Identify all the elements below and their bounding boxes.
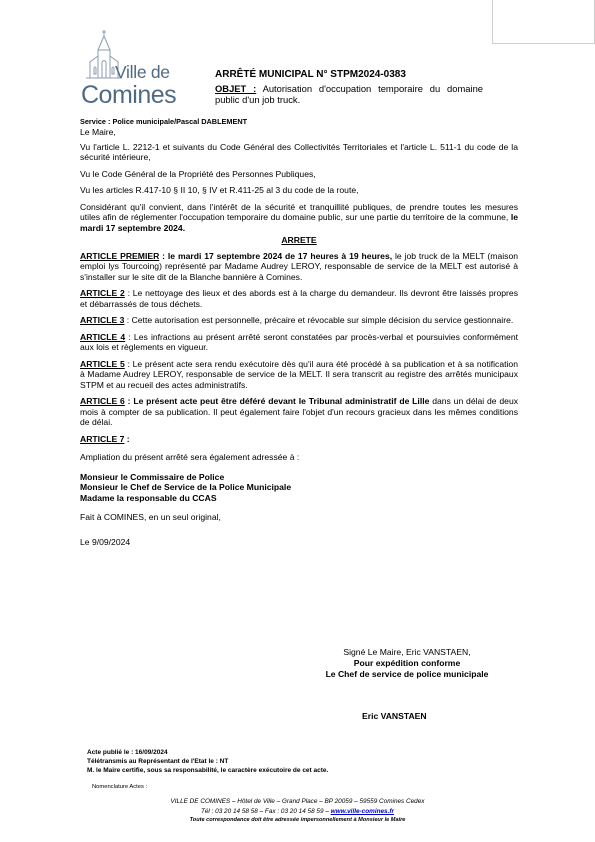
article-5-text: : Le présent acte sera rendu exécutoire dès qu'il aura été procédé à sa publication et à sa notification à Madame Audrey LEROY, responsable de service de la MELT. Il sera transcrit au registre des arrêtés municipaux STPM et au recueil des actes administratifs.: [80, 358, 518, 390]
article-6-text: dans un délai de deux mois à compter de sa publication. Il peut également faire l'objet d'un recours gracieux dans les mêmes conditions de délai.: [80, 396, 519, 427]
published-date: Acte publié le : 16/09/2024: [87, 749, 168, 756]
recipient-item: Monsieur le Chef de Service de la Police Municipale: [80, 482, 292, 492]
article-7-text: :: [124, 433, 130, 444]
footer-address: VILLE DE COMINES – Hôtel de Ville – Grand Place – BP 20059 – 59559 Comines Cedex: [170, 798, 425, 805]
decree-title: ARRÊTÉ MUNICIPAL N° STPM2024-0383: [215, 69, 406, 80]
fait-a: Fait à COMINES, en un seul original,: [80, 512, 221, 522]
article-5: [80, 359, 518, 391]
logo-comines-text: Comines: [81, 81, 177, 109]
page-footer: [60, 797, 535, 826]
recipient-item: Madame la responsable du CCAS: [80, 492, 217, 503]
article-6-bold: : Le présent acte peut être déféré devant le Tribunal administratif de Lille: [124, 396, 430, 406]
decree-object: [215, 83, 483, 105]
certification: M. le Maire certifie, sous sa responsabilité, le caractère exécutoire de cet acte.: [87, 767, 329, 774]
signature-line-3: Le Chef de service de police municipale: [325, 669, 489, 679]
article-4: [80, 332, 518, 353]
article-6-label: ARTICLE 6: [80, 396, 125, 406]
signature-line-1: Signé Le Maire, Eric VANSTAEN,: [343, 647, 471, 657]
signature-block: [298, 647, 516, 680]
considerant-date: le mardi 17 septembre 2024.: [80, 212, 518, 233]
signer-name: Eric VANSTAEN: [362, 711, 427, 721]
objet-text: Autorisation d'occupation temporaire du domaine public d'un job truck.: [215, 83, 483, 105]
recipient-item: Monsieur le Commissaire de Police: [80, 471, 225, 482]
article-3-text: : Cette autorisation est personnelle, précaire et révocable sur simple décision du service gestionnaire.: [124, 315, 514, 325]
intro: Le Maire,: [80, 127, 116, 137]
signature-line-2: Pour expédition conforme: [353, 658, 461, 668]
article-4-label: ARTICLE 4: [80, 331, 126, 342]
article-3-label: ARTICLE 3: [80, 315, 125, 325]
article-1: [80, 251, 518, 283]
footer-note: Toute correspondance doit être adressée impersonnellement à Monsieur le Maire: [189, 817, 406, 823]
vu-3: Vu les articles R.417-10 § II 10, § IV et R.411-25 al 3 du code de la route,: [80, 185, 359, 195]
service-line: Service : Police municipale/Pascal DABLEMENT: [80, 117, 248, 126]
arrete-heading: ARRETE: [281, 235, 317, 245]
decree-date: Le 9/09/2024: [80, 536, 131, 547]
article-2: [80, 288, 518, 309]
objet-label: OBJET :: [215, 83, 257, 94]
vu-2: Vu le Code Général de la Propriété des Personnes Publiques,: [80, 168, 316, 179]
article-3: [80, 315, 518, 326]
considerant-text: Considérant qu'il convient, dans l'intérêt de la sécurité et tranquillité publiques, de prendre toutes les mesures utiles afin de réglementer l'occupation temporaire du domaine public, sur une partie du territoire de la commune,: [80, 201, 518, 222]
article-6: [80, 396, 518, 428]
article-2-text: : Le nettoyage des lieux et des abords est à la charge du demandeur. Ils devront être laissés propres et débarrassés de tous déchets.: [80, 288, 518, 309]
website-link[interactable]: www.ville-comines.fr: [330, 807, 395, 815]
footer-contact: [60, 807, 535, 817]
considerant: [80, 202, 518, 234]
recipient-list: [80, 472, 518, 504]
article-1-label: ARTICLE PREMIER: [80, 250, 160, 261]
article-4-text: : Les infractions au présent arrêté seront constatées par procès-verbal et poursuivies conformément aux lois et règlements en vigueur.: [80, 331, 518, 352]
article-2-label: ARTICLE 2: [80, 288, 125, 298]
teletransmis: Télétransmis au Représentant de l'Etat le : NT: [87, 758, 229, 765]
article-1-bold: : le mardi 17 septembre 2024 de 17 heures à 19 heures,: [159, 250, 393, 261]
article-5-label: ARTICLE 5: [80, 358, 125, 369]
city-logo: [78, 28, 196, 110]
publication-info: [87, 748, 328, 775]
ampliation: Ampliation du présent arrêté sera également adressée à :: [80, 452, 300, 462]
vu-1: Vu l'article L. 2212-1 et suivants du Code Général des Collectivités Territoriales et l'article L. 511-1 du code de la sécurité intérieure,: [80, 141, 518, 162]
footer-phone: Tél : 03 20 14 58 58 – Fax : 03 20 14 58 59 –: [200, 807, 329, 815]
article-7: [80, 434, 518, 445]
nomenclature: Nomenclature Actes :: [92, 784, 148, 790]
stamp-box: [492, 0, 595, 44]
article-7-label: ARTICLE 7: [80, 433, 125, 444]
decree-body: [80, 127, 518, 553]
logo-ville-text: Ville de: [115, 62, 170, 82]
article-1-text: le job truck de la MELT (maison emploi lys Tourcoing) représenté par Madame Audrey LEROY, responsable de service de la MELT est autorisé à s'installer sur le site dit de la Blanche bannière à Comines.: [80, 250, 518, 282]
